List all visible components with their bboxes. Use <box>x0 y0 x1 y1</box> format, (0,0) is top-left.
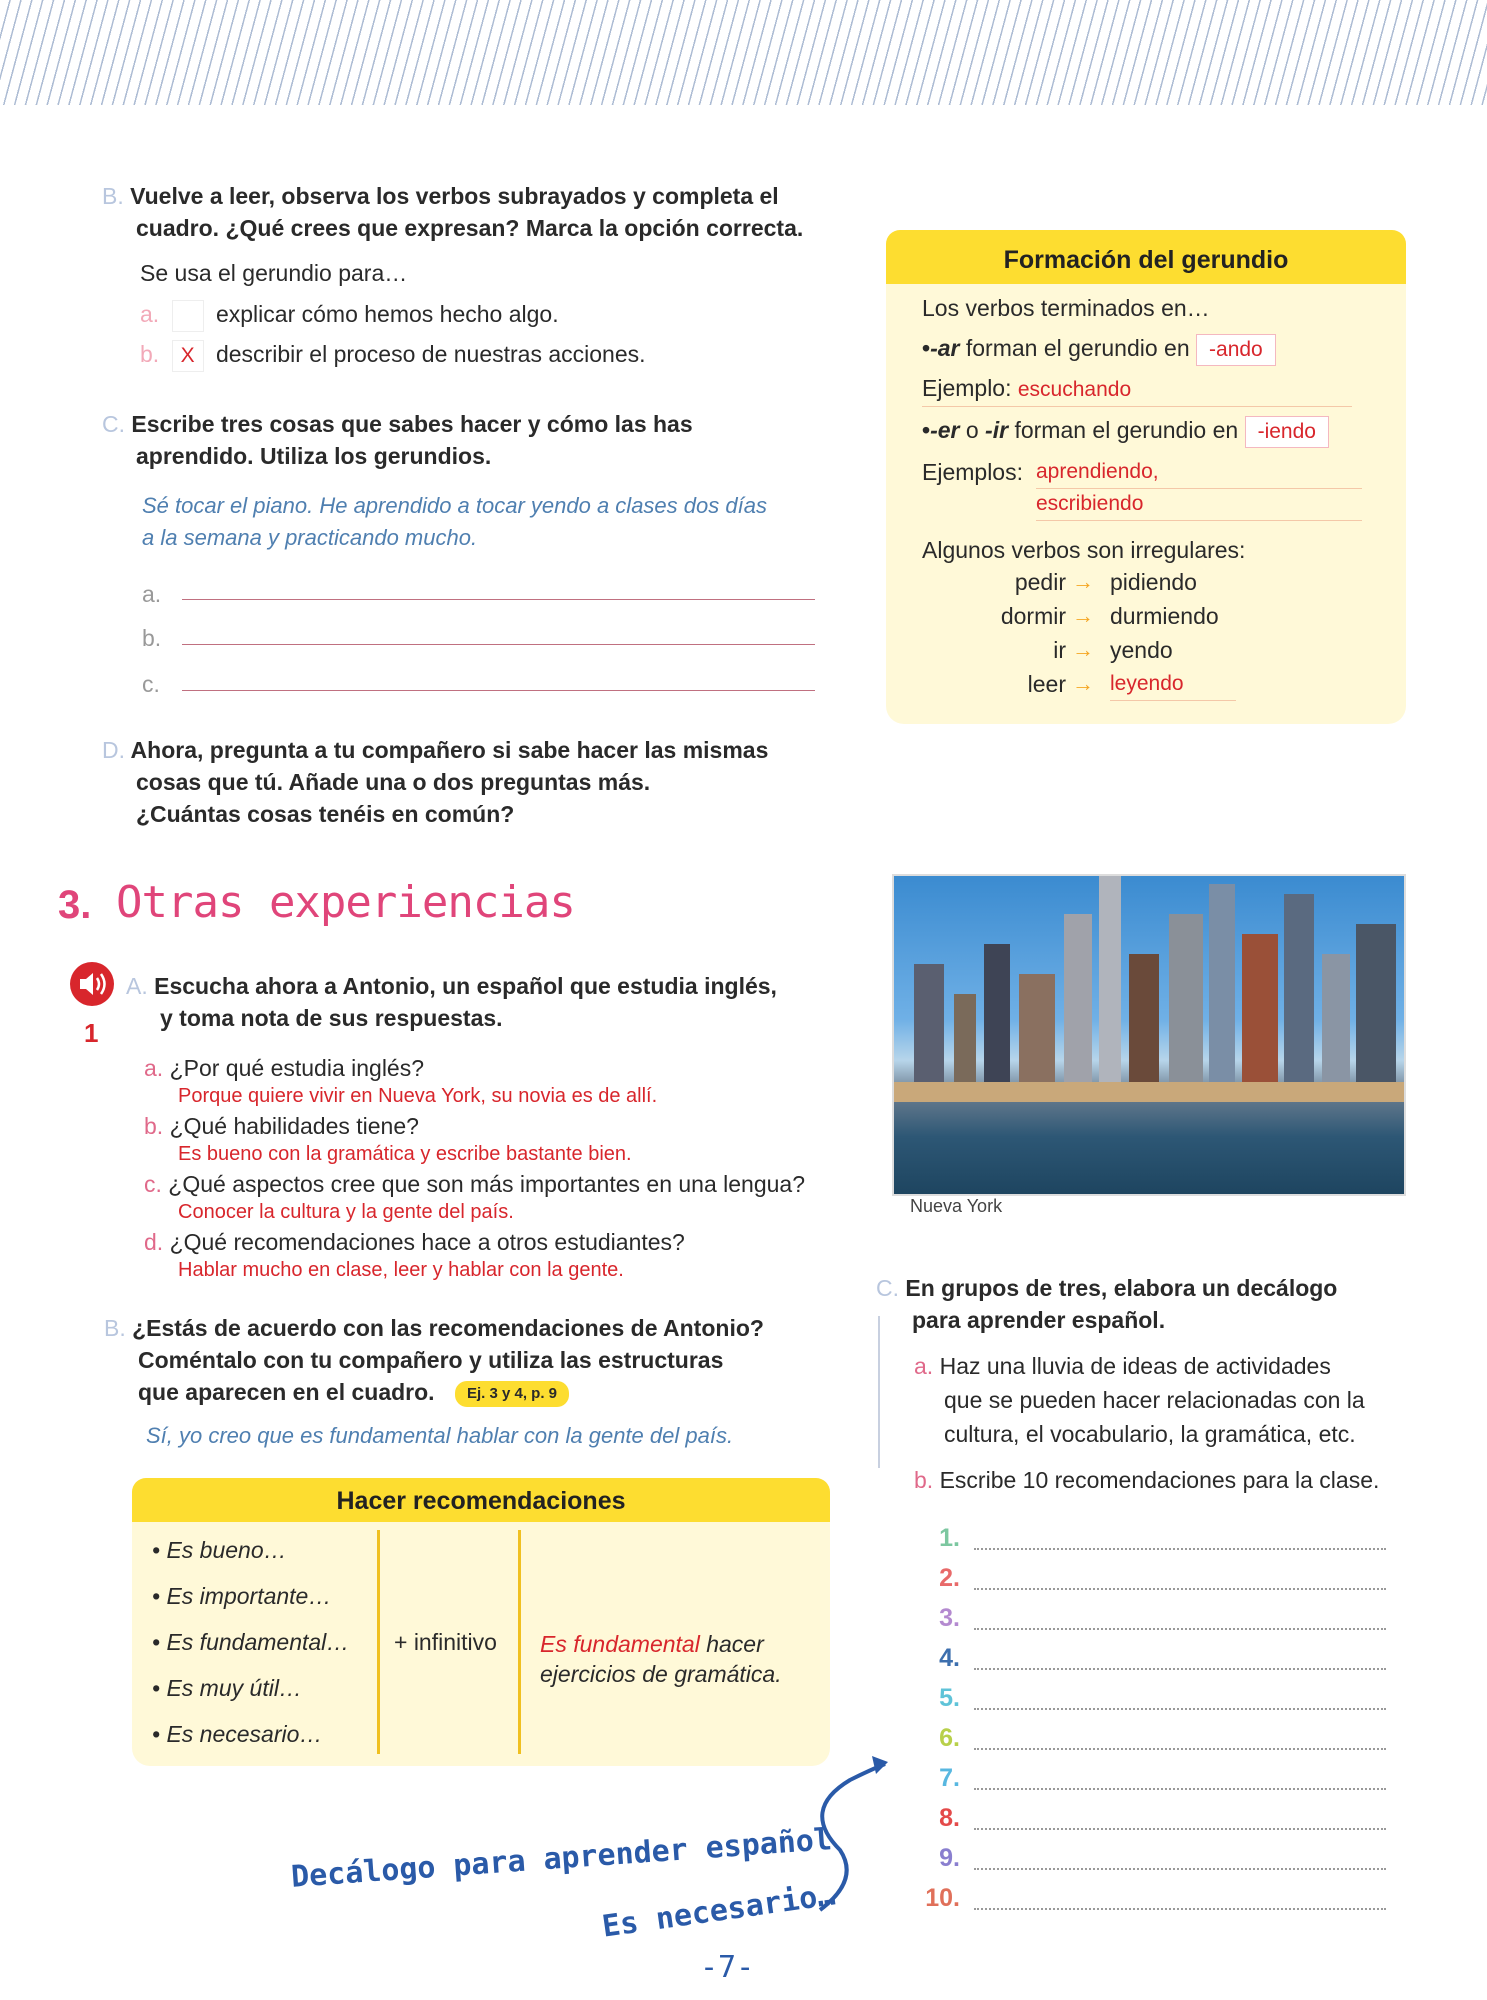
gerundio-example-2-answer-1: aprendiendo, <box>1036 456 1362 489</box>
section-b-title-2: cuadro. ¿Qué crees que expresan? Marca la opción correcta. <box>136 215 804 241</box>
irregular-verb-3: ir <box>1053 637 1066 663</box>
box-divider <box>377 1530 380 1754</box>
recommendation-example-1: Es fundamental hacer <box>540 1631 764 1657</box>
option-b: b. X describir el proceso de nuestras acciones. <box>140 338 646 372</box>
decalogo-subtitle: Es necesario… <box>600 1877 838 1945</box>
list-number: 2. <box>939 1564 960 1592</box>
speaker-icon[interactable] <box>70 962 114 1006</box>
list-number: 3. <box>939 1604 960 1632</box>
gerundio-example-2-answer-2: escribiendo <box>1036 488 1362 521</box>
er-ir-answer-box[interactable]: -iendo <box>1245 416 1329 448</box>
answer-a-label: a. <box>142 581 162 607</box>
section-c2-title: C. En grupos de tres, elabora un decálogo <box>876 1275 1338 1301</box>
recommendation-example-2: ejercicios de gramática. <box>540 1661 782 1687</box>
list-number: 10. <box>925 1884 960 1912</box>
arrow-icon: → <box>1072 569 1094 594</box>
list-line-1[interactable] <box>974 1547 1386 1550</box>
list-line-6[interactable] <box>974 1747 1386 1750</box>
gerundio-box-title: Formación del gerundio <box>886 230 1406 284</box>
answer-d: Hablar mucho en clase, leer y hablar con la gente. <box>178 1259 624 1281</box>
section-3b-title: B. ¿Estás de acuerdo con las recomendaciones de Antonio? <box>104 1315 764 1341</box>
list-line-5[interactable] <box>974 1707 1386 1710</box>
gerundio-ar-rule: •-ar forman el gerundio en -ando <box>922 332 1276 366</box>
arrow-icon: → <box>1072 603 1094 628</box>
exercise-badge[interactable]: Ej. 3 y 4, p. 9 <box>455 1381 569 1407</box>
answer-a-line[interactable] <box>182 599 815 600</box>
new-york-photo <box>892 874 1406 1196</box>
section-b-title: B. Vuelve a leer, observa los verbos subrayados y completa el <box>102 183 779 209</box>
section-c-title: C. Escribe tres cosas que sabes hacer y cómo las has <box>102 411 693 437</box>
photo-caption: Nueva York <box>910 1196 1003 1216</box>
list-line-2[interactable] <box>974 1587 1386 1590</box>
question-a: a. ¿Por qué estudia inglés? <box>144 1055 425 1081</box>
section-d-line-1: D. Ahora, pregunta a tu compañero si sabe hacer las mismas <box>102 737 769 763</box>
section-d-line-2: cosas que tú. Añade una o dos preguntas más. <box>136 769 651 795</box>
irregular-ger-2: durmiendo <box>1110 603 1219 629</box>
irregular-title: Algunos verbos son irregulares: <box>922 537 1246 563</box>
section-b-intro: Se usa el gerundio para… <box>140 260 408 286</box>
section-c2-a-line-3: cultura, el vocabulario, la gramática, etc. <box>944 1421 1356 1447</box>
section-c2-a-line-1: a. Haz una lluvia de ideas de actividades <box>914 1353 1331 1379</box>
section-3-title: Otras experiencias <box>116 877 575 928</box>
list-number: 8. <box>939 1804 960 1832</box>
section-c-example-2: a la semana y practicando mucho. <box>142 525 478 550</box>
recommendation-2: • Es importante… <box>152 1583 332 1609</box>
question-c: c. ¿Qué aspectos cree que son más importantes en una lengua? <box>144 1171 806 1197</box>
answer-b-label: b. <box>142 625 162 651</box>
section-c2-title-2: para aprender español. <box>912 1307 1166 1333</box>
question-b: b. ¿Qué habilidades tiene? <box>144 1113 419 1139</box>
list-number: 9. <box>939 1844 960 1872</box>
section-3a-title: A. Escucha ahora a Antonio, un español que estudia inglés, <box>126 973 777 999</box>
gerundio-intro: Los verbos terminados en… <box>922 295 1210 321</box>
answer-c: Conocer la cultura y la gente del país. <box>178 1201 514 1223</box>
section-c2-side-rule <box>878 1316 880 1468</box>
audio-track-number: 1 <box>84 1018 99 1048</box>
arrow-icon: → <box>1072 637 1094 662</box>
list-line-10[interactable] <box>974 1907 1386 1910</box>
section-3b-title-3: que aparecen en el cuadro. Ej. 3 y 4, p. 9 <box>138 1376 569 1408</box>
list-number: 6. <box>939 1724 960 1752</box>
gerundio-example-1: Ejemplo: escuchando <box>922 372 1352 407</box>
recommendation-4: • Es muy útil… <box>152 1675 302 1701</box>
section-c2-a-line-2: que se pueden hacer relacionadas con la <box>944 1387 1365 1413</box>
section-3b-title-2: Coméntalo con tu compañero y utiliza las estructuras <box>138 1347 724 1373</box>
page-number: -7- <box>700 1950 755 1985</box>
answer-a: Porque quiere vivir en Nueva York, su novia es de allí. <box>178 1085 658 1107</box>
gerundio-example-2-label: Ejemplos: <box>922 459 1023 485</box>
list-line-3[interactable] <box>974 1627 1386 1630</box>
irregular-ger-3: yendo <box>1110 637 1173 663</box>
irregular-verb-4: leer <box>1027 671 1066 697</box>
answer-c-line[interactable] <box>182 690 815 691</box>
section-3-number: 3. <box>58 883 92 927</box>
gerundio-er-ir-rule: •-er o -ir forman el gerundio en -iendo <box>922 414 1329 448</box>
question-d: d. ¿Qué recomendaciones hace a otros estudiantes? <box>144 1229 685 1255</box>
list-line-7[interactable] <box>974 1787 1386 1790</box>
section-3b-example: Sí, yo creo que es fundamental hablar con la gente del país. <box>146 1423 734 1448</box>
answer-b: Es bueno con la gramática y escribe bastante bien. <box>178 1143 632 1165</box>
section-c-title-2: aprendido. Utiliza los gerundios. <box>136 443 492 469</box>
irregular-ger-4: leyendo <box>1110 668 1236 701</box>
recommendation-3: • Es fundamental… <box>152 1629 350 1655</box>
arrow-icon: → <box>1072 671 1094 696</box>
list-line-4[interactable] <box>974 1667 1386 1670</box>
recomendaciones-box-title: Hacer recomendaciones <box>132 1478 830 1522</box>
irregular-verb-2: dormir <box>1000 603 1066 629</box>
option-a-checkbox[interactable] <box>172 300 204 332</box>
recommendation-1: • Es bueno… <box>152 1537 287 1563</box>
recommendation-5: • Es necesario… <box>152 1721 323 1747</box>
option-a: a. explicar cómo hemos hecho algo. <box>140 298 559 332</box>
section-d-line-3: ¿Cuántas cosas tenéis en común? <box>136 801 515 827</box>
infinitivo-label: + infinitivo <box>394 1629 497 1655</box>
header-decoration <box>0 0 1487 105</box>
list-line-8[interactable] <box>974 1827 1386 1830</box>
irregular-ger-1: pidiendo <box>1110 569 1197 595</box>
irregular-verb-1: pedir <box>1014 569 1066 595</box>
decalogo-title: Decálogo para aprender español <box>290 1822 833 1895</box>
ar-answer-box[interactable]: -ando <box>1196 334 1276 366</box>
list-number: 4. <box>939 1644 960 1672</box>
section-c2-b: b. Escribe 10 recomendaciones para la clase. <box>914 1467 1380 1493</box>
section-3a-title-2: y toma nota de sus respuestas. <box>160 1005 503 1031</box>
list-line-9[interactable] <box>974 1867 1386 1870</box>
answer-b-line[interactable] <box>182 644 815 645</box>
box-divider <box>518 1530 521 1754</box>
list-number: 7. <box>939 1764 960 1792</box>
list-number: 5. <box>939 1684 960 1712</box>
answer-c-label: c. <box>142 671 160 697</box>
list-number: 1. <box>939 1524 960 1552</box>
section-c-example-1: Sé tocar el piano. He aprendido a tocar yendo a clases dos días <box>142 493 767 518</box>
option-b-checkbox[interactable]: X <box>172 340 204 372</box>
